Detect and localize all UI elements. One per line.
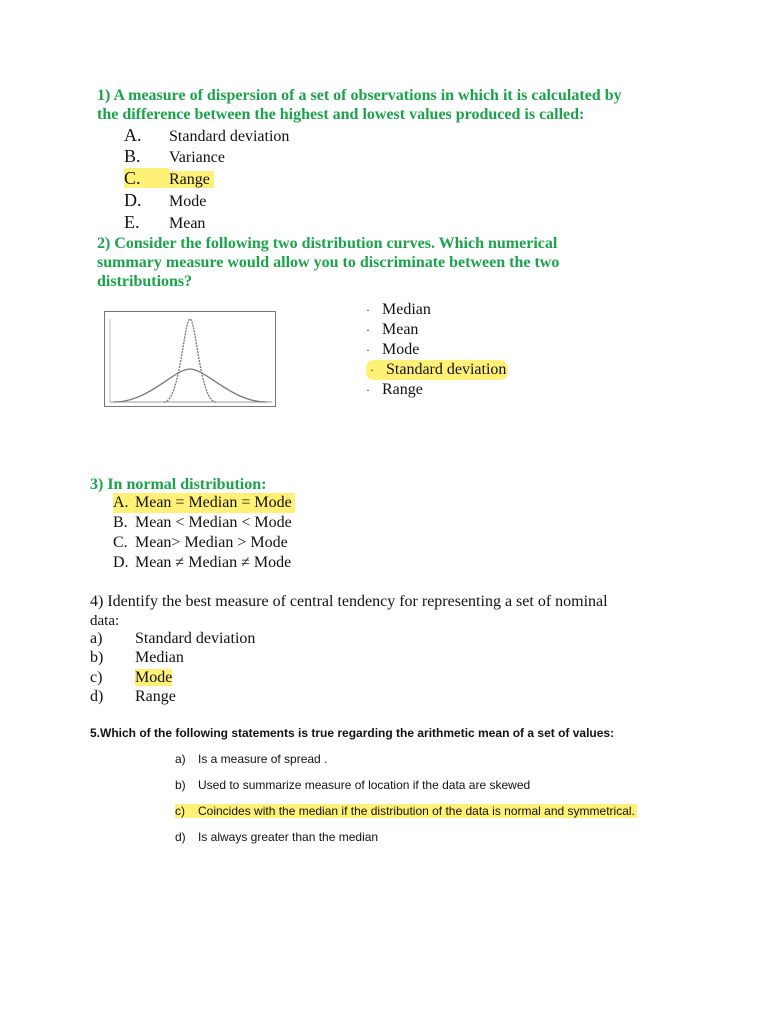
q3-option-d	[113, 553, 291, 573]
option-text: Standard deviation	[169, 128, 290, 145]
option-text: Mean> Median > Mode	[135, 534, 288, 551]
option-letter: b)	[175, 778, 186, 792]
q2-option-standard-deviation	[366, 360, 508, 380]
highlighted-answer	[366, 360, 508, 380]
option-text: Range	[169, 171, 214, 188]
q5-option-b	[175, 778, 530, 792]
option-text: Used to summarize measure of location if the data are skewed	[198, 778, 531, 792]
option-text: Is a measure of spread .	[198, 752, 328, 766]
q5-option-c	[175, 804, 637, 818]
option-letter: C.	[124, 168, 169, 188]
q2-question-line2: summary measure would allow you to discriminate between the two	[97, 254, 560, 271]
q5-option-d	[175, 830, 378, 844]
option-text: Mean ≠ Median ≠ Mode	[135, 554, 292, 571]
q1-question-line1: 1) A measure of dispersion of a set of observations in which it is calculated by	[97, 87, 622, 104]
option-text: Mode	[382, 341, 420, 358]
option-text: Standard deviation	[135, 630, 256, 647]
option-letter: a)	[90, 630, 103, 647]
q4-option-c	[90, 668, 172, 688]
distribution-curves-figure	[104, 311, 276, 407]
option-letter: D.	[124, 190, 142, 210]
option-text: Mean < Median < Mode	[135, 514, 292, 531]
option-letter: B.	[113, 514, 128, 531]
option-text: Median	[382, 301, 431, 318]
q4-question-line2: data:	[90, 613, 120, 629]
q3-question: 3) In normal distribution:	[90, 476, 267, 493]
option-text: Median	[135, 649, 184, 666]
bullet-icon: ·	[370, 363, 374, 377]
q4-option-d	[90, 687, 176, 707]
q3-option-c	[113, 533, 288, 553]
option-letter: c)	[175, 804, 185, 818]
option-text: Range	[382, 381, 423, 398]
q5-question: 5.Which of the following statements is true regarding the arithmetic mean of a set of values:	[90, 726, 615, 740]
q2-option-mean	[366, 320, 418, 340]
option-text: Mode	[169, 193, 207, 210]
q2-question-line1: 2) Consider the following two distribution curves. Which numerical	[97, 235, 558, 252]
q3-option-a	[113, 493, 295, 513]
option-letter: d)	[90, 688, 104, 705]
option-letter: D.	[113, 554, 129, 571]
q1-option-a	[124, 125, 289, 147]
option-letter: d)	[175, 830, 186, 844]
bullet-icon: ·	[366, 383, 370, 397]
option-letter: A.	[124, 125, 142, 145]
bullet-icon: ·	[366, 343, 370, 357]
q1-option-c	[124, 168, 214, 190]
q2-option-range	[366, 380, 423, 400]
q4-option-a	[90, 629, 255, 649]
q4-question-line1: 4) Identify the best measure of central tendency for representing a set of nominal	[90, 593, 608, 610]
q2-option-mode	[366, 340, 419, 360]
q2-option-median	[366, 300, 431, 320]
q1-option-b	[124, 146, 225, 168]
option-letter: B.	[124, 146, 141, 166]
q5-option-a	[175, 752, 327, 766]
option-letter: E.	[124, 212, 140, 232]
option-text: Standard deviation	[386, 361, 507, 378]
option-letter: C.	[113, 534, 128, 551]
figure-frame	[105, 312, 276, 407]
q4-option-b	[90, 648, 184, 668]
q1-option-e	[124, 212, 205, 234]
bullet-icon: ·	[366, 323, 370, 337]
q3-option-b	[113, 513, 292, 533]
option-text: Range	[135, 688, 176, 705]
q2-question-line3: distributions?	[97, 273, 193, 290]
bullet-icon: ·	[366, 303, 370, 317]
highlighted-answer	[175, 804, 637, 818]
option-letter: A.	[113, 494, 129, 511]
option-text: Coincides with the median if the distribution of the data is normal and symmetrical.	[198, 804, 635, 818]
option-letter: a)	[175, 752, 186, 766]
option-text: Mean = Median = Mode	[135, 494, 292, 511]
option-text: Mean	[382, 321, 419, 338]
highlighted-answer	[113, 493, 295, 513]
option-text: Variance	[169, 149, 225, 166]
q1-question-line2: the difference between the highest and lowest values produced is called:	[97, 106, 585, 123]
q1-option-d	[124, 190, 206, 212]
option-letter: c)	[90, 669, 103, 686]
option-text: Mode	[135, 669, 173, 686]
option-text: Mean	[169, 215, 206, 232]
option-letter: b)	[90, 649, 104, 666]
option-text: Is always greater than the median	[198, 830, 379, 844]
